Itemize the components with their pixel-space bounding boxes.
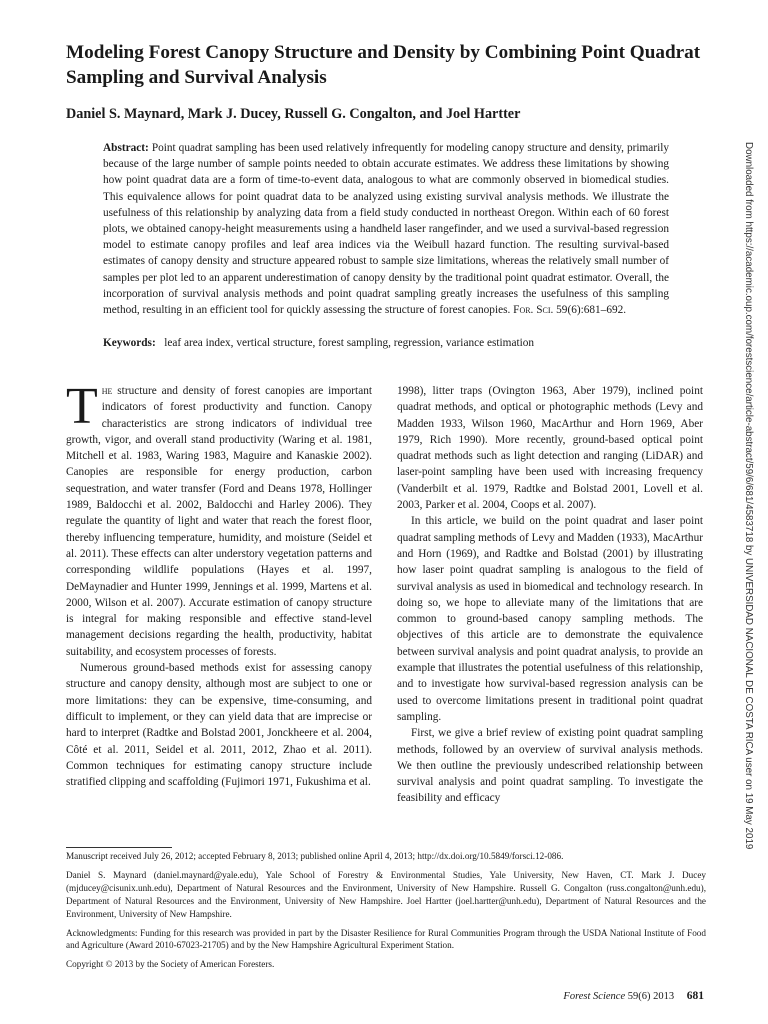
body-paragraph: [66, 378, 372, 660]
page-footer: [563, 990, 704, 1002]
acknowledgments: Acknowledgments: Funding for this research was provided in part by the Disaster Resilience for Rural Communities Program through the USDA National Institute of Food and Agriculture (Award 2010-67023-21705) and by the New Hampshire Agricultural Experiment Station.: [66, 927, 706, 951]
body-column-left: [66, 378, 372, 790]
body-column-right: [397, 383, 703, 807]
paragraph-text: structure and density of forest canopies are important indicators of forest productivity and function. Canopy characteristics are strong indicators of individual tree growth, vigor, and overall stand productivity (Waring et al. 1981, Mitchell et al. 1983, Waring 1983, Maguire and Kanaskie 2002). Canopies are responsible for energy production, carbon sequestration, and water transfer (Ford and Deans 1978, Hollinger 1989, Baldocchi et al. 2002, Baldocchi and Harley 2006). They regulate the quantity of light and water that reach the forest floor, thereby influencing temperature, humidity, and moisture (Seidel et al. 2011). These effects can alter understory vegetation patterns and corresponding wildlife populations (Hayes et al. 1997, DeMaynadier and Hunter 1999, Jennings et al. 1999, Martens et al. 2000, Wilson et al. 2007). Accurate estimation of canopy structure is integral for making responsible and effective stand-level management decisions regarding the health, productivity, habitat suitability, and ecosystem processes of forests.: [66, 385, 372, 658]
footnotes: [66, 850, 706, 977]
lead-in: he: [101, 385, 113, 397]
drop-cap: T: [66, 378, 98, 435]
journal-name: Forest Science: [563, 991, 626, 1002]
author-list: Daniel S. Maynard, Mark J. Ducey, Russell G. Congalton, and Joel Hartter: [66, 106, 521, 122]
abstract: [103, 140, 669, 318]
abstract-label: Abstract:: [103, 142, 149, 154]
abstract-text: Point quadrat sampling has been used relatively infrequently for modeling canopy structure and density, primarily because of the large number of sample points needed to obtain accurate estimates. We address these limitations by showing how point quadrat data are a form of time-to-event data, analogous to what are commonly observed in biomedical studies. This equivalence allows for point quadrat data to be analyzed using existing survival analysis methods. We illustrate the usefulness of this relationship by analyzing data from a field study conducted in northeast Oregon. Within each of 60 forest plots, we obtained canopy-height measurements using a handheld laser rangefinder, and we used a survival-based regression model to estimate canopy profiles and leaf area indices via the Weibull hazard function. The resulting survival-based estimates of canopy density and structure appeared robust to sample size limitations, whereas the relatively small number of samples per plot led to an apparent underestimation of canopy density by the traditional point quadrat estimator. Overall, the incorporation of survival analysis methods and point quadrat sampling greatly increases the usefulness of this sampling method, resulting in an efficient tool for quickly assessing the structure of forest canopies.: [103, 142, 670, 317]
copyright-notice: Copyright © 2013 by the Society of American Foresters.: [66, 959, 275, 970]
keywords: [103, 335, 669, 351]
body-paragraph: Numerous ground-based methods exist for assessing canopy structure and canopy density, although most are subject to one or more limitations: they can be expensive, time-consuming, and difficult to implement, or they can yield data that are imprecise or hard to interpret (Radtke and Bolstad 2001, Jonckheere et al. 2004, Côté et al. 2011, Seidel et al. 2011, 2012, Zhao et al. 2011). Common techniques for estimating canopy structure include stratified clipping and scaffolding (Fujimori 1971, Fukushima et al.: [66, 662, 372, 789]
abstract-citation-ref: 59(6):681–692.: [556, 304, 627, 317]
keywords-label: Keywords:: [103, 337, 156, 349]
body-paragraph: 1998), litter traps (Ovington 1963, Aber 1979), inclined point quadrat methods, and optical or photographic methods (Levy and Madden 1933, Wilson 1960, MacArthur and Horn 1969, Aber 1979, Rich 1990). More recently, ground-based optical point quadrat methods such as light detection and ranging (LiDAR) and laser-point sampling have been used with increasing frequency (Vanderbilt et al. 1979, Radtke and Bolstad 2001, Lovell et al. 2003, Parker et al. 2004, Coops et al. 2007).: [397, 385, 703, 512]
footnote-divider: [66, 847, 172, 848]
body-paragraph: In this article, we build on the point quadrat and laser point quadrat sampling methods of Levy and Madden (1933), MacArthur and Horn (1969), and Radtke and Bolstad (2001) by illustrating how laser point quadrat sampling is analogous to the field of survival analysis as used in biomedical and technology research. In doing so, we hope to alleviate many of the limitations that are common to ground-based canopy sampling methods. The objectives of this article are to demonstrate the equivalence between survival analysis and point quadrat analysis, to provide an example that illustrates the potential usefulness of this relationship, and to investigate how survival-based regression analysis can be used to overcome limitations present in traditional point quadrat sampling.: [397, 515, 703, 723]
journal-issue: 59(6) 2013: [627, 991, 675, 1002]
body-paragraph: First, we give a brief review of existing point quadrat sampling methods, followed by an overview of survival analysis methods. We then outline the previously undescribed relationship between survival analysis and point quadrat sampling. To investigate the feasibility and efficacy: [397, 727, 703, 805]
article-title: Modeling Forest Canopy Structure and Density by Combining Point Quadrat Sampling and Survival Analysis: [66, 42, 701, 88]
download-watermark: Downloaded from https://academic.oup.com/forestscience/article-abstract/59/6/681/4583718 by UNIVERSIDAD NACIONAL DE COSTA RICA user on 19 May 2019: [743, 142, 754, 850]
page-number: 681: [686, 990, 704, 1002]
keywords-text: leaf area index, vertical structure, forest sampling, regression, variance estimation: [164, 337, 535, 349]
author-affiliations: Daniel S. Maynard (daniel.maynard@yale.edu), Yale School of Forestry & Environmental Studies, Yale University, New Haven, CT. Mark J. Ducey (mjducey@cisunix.unh.edu), Department of Natural Resources and the Environment, University of New Hampshire. Russell G. Congalton (russ.congalton@unh.edu), Department of Natural Resources and the Environment, University of New Hampshire. Joel Hartter (joel.hartter@unh.edu), Department of Natural Resources and the Environment, University of New Hampshire.: [66, 869, 706, 919]
manuscript-history: Manuscript received July 26, 2012; accepted February 8, 2013; published online April 4, 2013; http://dx.doi.org/10.5849/forsci.12-086.: [66, 851, 564, 861]
abstract-citation-journal: For. Sci.: [513, 304, 554, 317]
